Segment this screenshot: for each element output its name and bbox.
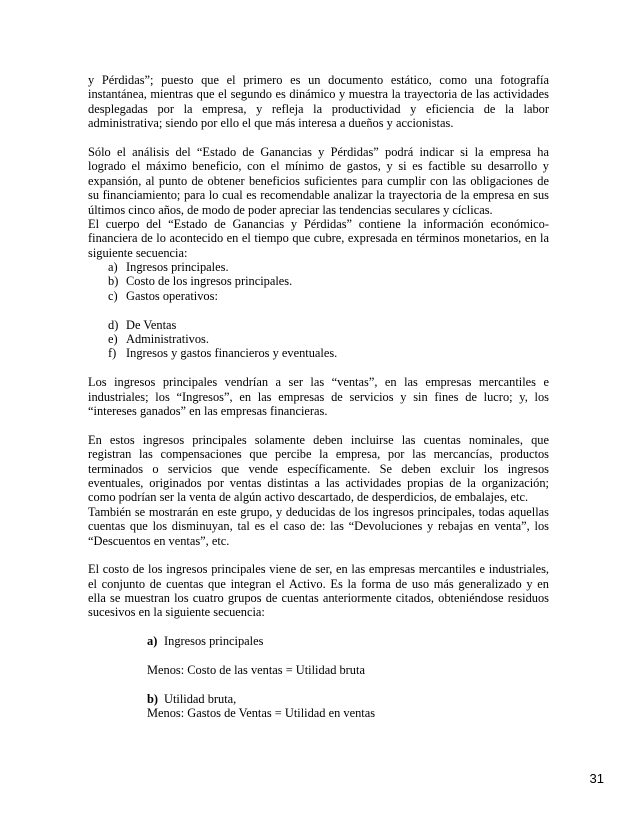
list-item-text: Ingresos y gastos financieros y eventuales. (126, 346, 338, 361)
paragraph (88, 217, 549, 260)
list-item-text: Administrativos. (126, 332, 209, 347)
list-item-text: Costo de los ingresos principales. (126, 274, 293, 289)
paragraph (88, 562, 549, 620)
text-line: administrativa; siendo por ello el que más interesa a dueños y accionistas. (88, 116, 454, 131)
list-marker: f) (108, 346, 117, 361)
body-text (88, 73, 549, 721)
text-line: “intereses ganados” en las empresas financieras. (88, 403, 328, 418)
text-line: siguiente secuencia: (88, 245, 188, 260)
text-line: En estos ingresos principales solamente deben incluirse las cuentas nominales, que (88, 432, 549, 447)
text-line: cuentas que los disminuyan, tal es el caso de: las “Devoluciones y rebajas en venta”, los (88, 519, 549, 534)
sequence-step (88, 663, 549, 677)
ordered-list (88, 260, 549, 303)
list-marker: a) (108, 260, 118, 275)
list-item (88, 318, 549, 332)
text-line: el conjunto de cuentas que integran el Activo. Es la forma de uso más generalizado y en (88, 576, 549, 591)
text-line: registran las compensaciones que percibe la empresa, por las mercancías, productos (88, 447, 549, 462)
sequence-item (88, 634, 549, 648)
sequence-item-text: Ingresos principales (164, 634, 264, 649)
text-line: Sólo el análisis del “Estado de Ganancias y Pérdidas” podrá indicar si la empresa ha (88, 144, 549, 159)
text-line: “Descuentos en ventas”, etc. (88, 533, 230, 548)
paragraph (88, 433, 549, 505)
sequence-step-text: Menos: Gastos de Ventas = Utilidad en ventas (147, 706, 376, 721)
text-line: logrado el máximo beneficio, con el mínimo de gastos, y si es factible su desarrollo y (88, 159, 549, 174)
list-item (88, 332, 549, 346)
list-marker: c) (108, 288, 118, 303)
text-line: industriales; los “Ingresos”, en las empresas de servicios y sin fines de lucro; y, los (88, 389, 549, 404)
sequence-item-text: Utilidad bruta, (164, 691, 237, 706)
text-line: terminados o servicios que vende específicamente. Se deben excluir los ingresos (88, 461, 549, 476)
sequence-marker: b) (147, 691, 159, 706)
text-line: El cuerpo del “Estado de Ganancias y Pérdidas” contiene la información económico- (88, 216, 549, 231)
paragraph (88, 505, 549, 548)
sequence-step-text: Menos: Costo de las ventas = Utilidad bruta (147, 663, 365, 678)
list-item (88, 260, 549, 274)
text-line: ella se muestran los cuatro grupos de cuentas anteriormente citados, obteniéndose residuos (88, 591, 549, 606)
sequence-step (88, 706, 549, 720)
list-item (88, 274, 549, 288)
paragraph (88, 375, 549, 418)
ordered-list (88, 318, 549, 361)
paragraph (88, 145, 549, 217)
list-marker: d) (108, 317, 119, 332)
list-item (88, 289, 549, 303)
sequence-marker: a) (147, 634, 158, 649)
list-item (88, 346, 549, 360)
paragraph (88, 73, 549, 131)
text-line: y Pérdidas”; puesto que el primero es un documento estático, como una fotografía (88, 73, 549, 87)
text-line: desplegadas por la empresa, y refleja la productividad y eficiencia de la labor (88, 101, 549, 116)
sequence-item (88, 692, 549, 706)
text-line: También se mostrarán en este grupo, y deducidas de los ingresos principales, todas aquellas (88, 504, 549, 519)
list-item-text: De Ventas (126, 317, 177, 332)
list-item-text: Gastos operativos: (126, 288, 218, 303)
text-line: su financiamiento; para lo cual es recomendable analizar la trayectoria de la empresa en sus (88, 188, 549, 203)
text-line: como podrían ser la venta de algún activo descartado, de desperdicios, de embalajes, etc. (88, 490, 529, 505)
text-line: financiera de lo acontecido en el tiempo que cubre, expresada en términos monetarios, en la (88, 231, 549, 246)
page-number: 31 (589, 771, 604, 786)
text-line: instantánea, mientras que el segundo es dinámico y muestra la trayectoria de las actividades (88, 87, 549, 102)
list-marker: e) (108, 332, 118, 347)
text-line: últimos cinco años, de modo de poder apreciar las tendencias seculares y cíclicas. (88, 202, 493, 217)
list-marker: b) (108, 274, 119, 289)
text-line: eventuales, originados por ventas distintas a las actividades propias de la organización; (88, 475, 549, 490)
text-line: expansión, al punto de obtener beneficios suficientes para cumplir con las obligaciones de (88, 173, 549, 188)
list-item-text: Ingresos principales. (126, 260, 229, 275)
text-line: Los ingresos principales vendrían a ser las “ventas”, en las empresas mercantiles e (88, 375, 549, 390)
text-line: sucesivos en la siguiente secuencia: (88, 605, 265, 620)
text-line: El costo de los ingresos principales viene de ser, en las empresas mercantiles e industriales, (88, 562, 549, 577)
